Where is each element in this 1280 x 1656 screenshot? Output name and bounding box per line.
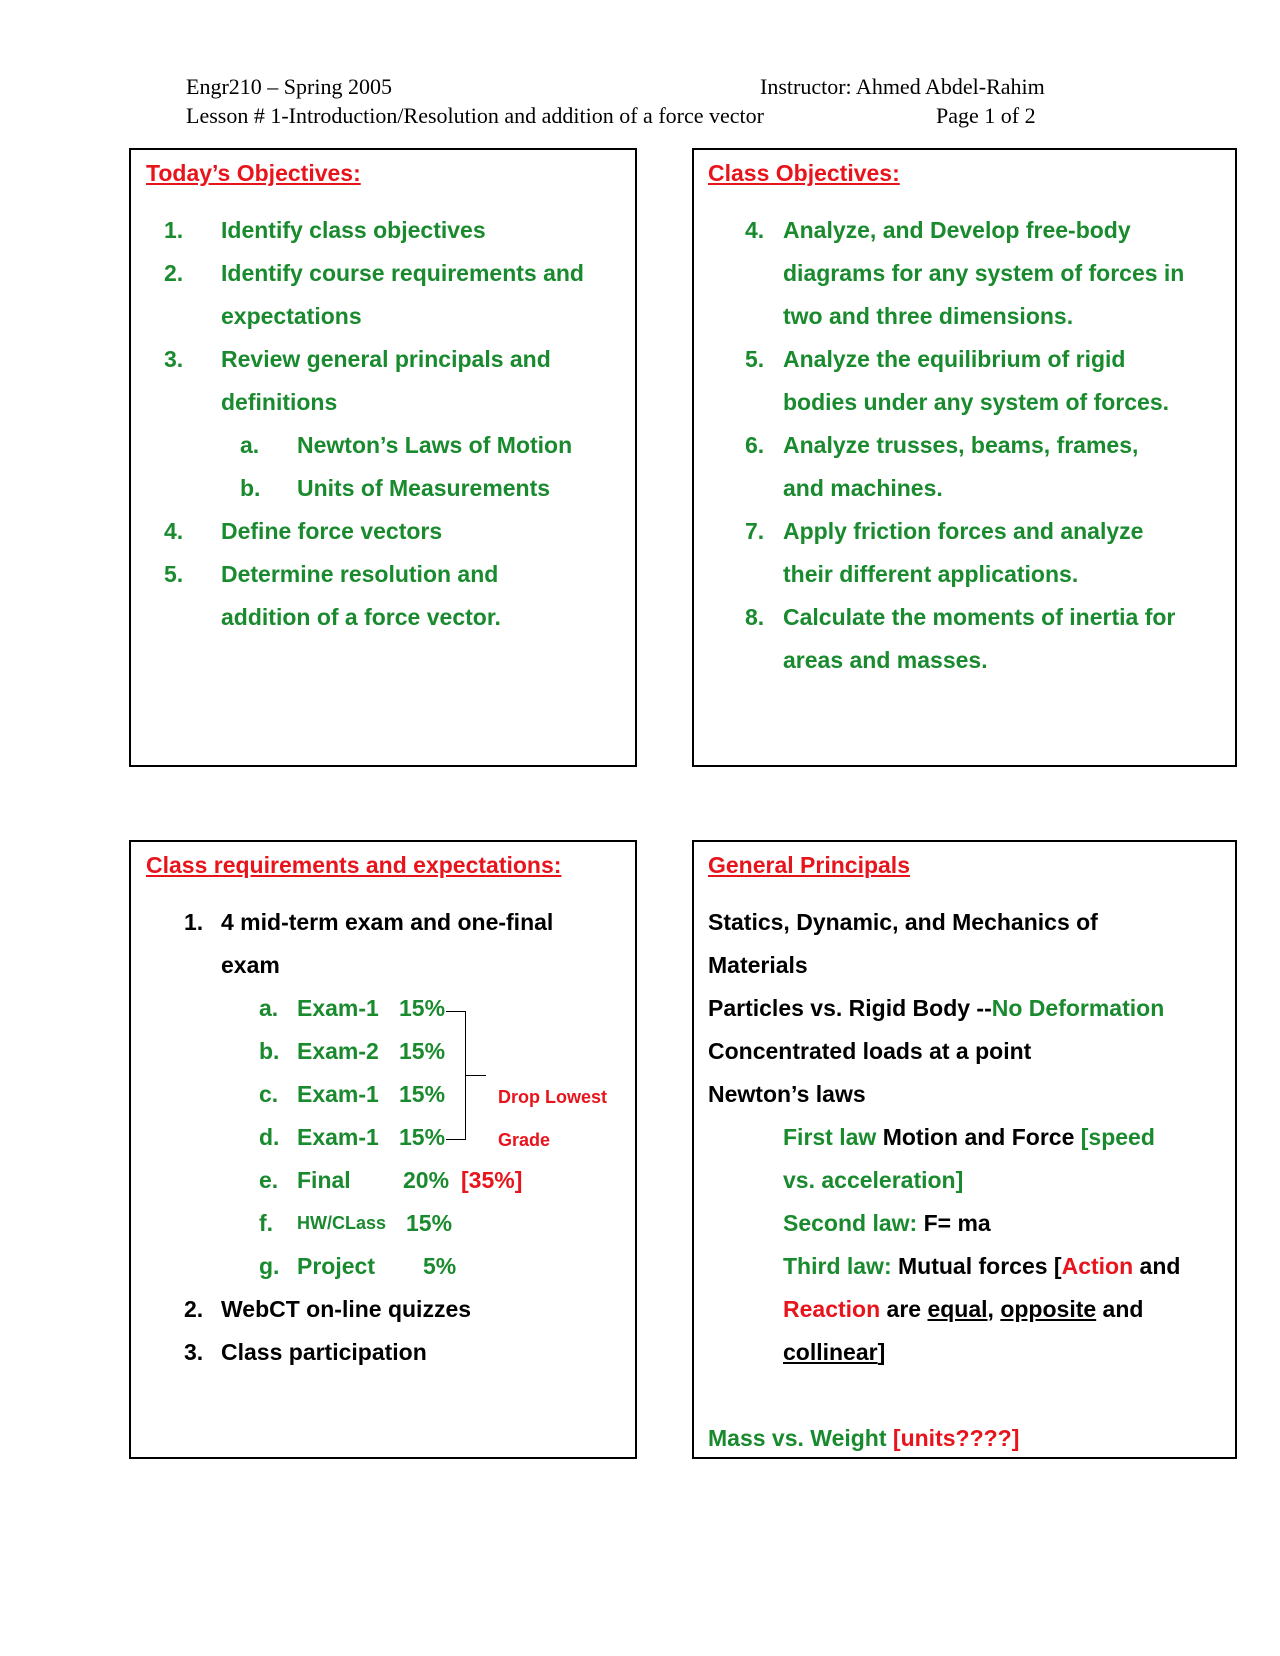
grade-percent: 20% <box>403 1167 450 1193</box>
list-item: Define force vectors <box>221 518 443 544</box>
sublist-letter: a. <box>240 432 260 458</box>
text-segment: collinear <box>783 1339 878 1365</box>
page-number: Page 1 of 2 <box>936 103 1036 128</box>
list-item: 4 mid-term exam and one-final <box>221 909 554 935</box>
class-objectives-title: Class Objectives: <box>708 160 900 186</box>
list-item: Class participation <box>221 1339 427 1365</box>
text-segment: Action <box>1061 1253 1134 1279</box>
grade-letter: c. <box>259 1081 279 1107</box>
list-item: Identify course requirements and <box>221 260 584 286</box>
text-segment: [speed <box>1080 1124 1155 1150</box>
list-number: 3. <box>164 346 184 372</box>
grade-label: Final <box>297 1167 351 1193</box>
text-segment: Particles vs. Rigid Body -- <box>708 995 992 1021</box>
list-number: 6. <box>745 432 765 458</box>
principal-line: Newton’s laws <box>708 1081 866 1107</box>
text-segment: and <box>1096 1296 1144 1322</box>
grade-label: Exam-1 <box>297 995 379 1021</box>
text-segment: ] <box>877 1339 886 1365</box>
list-item: Analyze the equilibrium of rigid <box>783 346 1126 372</box>
list-number: 4. <box>745 217 765 243</box>
text-segment: No Deformation <box>991 995 1165 1021</box>
text-segment: Second law: <box>783 1210 918 1236</box>
grade-percent: 15% <box>399 1038 446 1064</box>
text-segment: are <box>880 1296 928 1322</box>
class-requirements-title: Class requirements and expectations: <box>146 852 562 878</box>
second-law-line <box>783 1209 991 1237</box>
list-number: 2. <box>164 260 184 286</box>
grade-alt-percent: [35%] <box>461 1167 523 1193</box>
grade-label: Exam-2 <box>297 1038 379 1064</box>
list-number: 7. <box>745 518 765 544</box>
sublist-letter: b. <box>240 475 261 501</box>
list-item-continued: expectations <box>221 303 362 329</box>
sublist-item: Newton’s Laws of Motion <box>297 432 573 458</box>
text-segment: equal <box>927 1296 988 1322</box>
principal-line <box>708 994 1164 1022</box>
text-segment: , <box>987 1296 1001 1322</box>
principal-line: Statics, Dynamic, and Mechanics of <box>708 909 1098 935</box>
drop-lowest-bracket <box>446 1011 466 1140</box>
text-segment: Mass vs. Weight <box>708 1425 893 1451</box>
list-number: 2. <box>184 1296 204 1322</box>
grade-letter: g. <box>259 1253 280 1279</box>
list-item-continued: diagrams for any system of forces in <box>783 260 1185 286</box>
text-segment: opposite <box>1000 1296 1097 1322</box>
list-item-continued: their different applications. <box>783 561 1079 587</box>
text-segment: F= ma <box>917 1210 991 1236</box>
grade-letter: f. <box>259 1210 274 1236</box>
list-item: WebCT on-line quizzes <box>221 1296 472 1322</box>
text-segment: Third law: <box>783 1253 892 1279</box>
sublist-item: Units of Measurements <box>297 475 551 501</box>
text-segment: First law <box>783 1124 877 1150</box>
principal-line: Concentrated loads at a point <box>708 1038 1032 1064</box>
grade-letter: e. <box>259 1167 279 1193</box>
first-law-line-continued: vs. acceleration] <box>783 1167 964 1193</box>
list-item-continued: exam <box>221 952 280 978</box>
principal-line: Materials <box>708 952 808 978</box>
grade-label: Exam-1 <box>297 1081 379 1107</box>
grade-percent: 15% <box>399 995 446 1021</box>
grade-label: Project <box>297 1253 375 1279</box>
grade-percent: 15% <box>399 1081 446 1107</box>
list-number: 8. <box>745 604 765 630</box>
list-item: Apply friction forces and analyze <box>783 518 1144 544</box>
list-item: Calculate the moments of inertia for <box>783 604 1176 630</box>
general-principals-title: General Principals <box>708 852 910 878</box>
todays-objectives-title: Today’s Objectives: <box>146 160 361 186</box>
grade-percent: 5% <box>423 1253 457 1279</box>
grade-letter: d. <box>259 1124 280 1150</box>
text-segment: [units????] <box>892 1425 1020 1451</box>
list-number: 5. <box>164 561 184 587</box>
grade-letter: a. <box>259 995 279 1021</box>
drop-lowest-note-continued: Grade <box>498 1130 551 1150</box>
grade-percent: 15% <box>399 1124 446 1150</box>
list-item: Analyze, and Develop free-body <box>783 217 1131 243</box>
third-law-line-continued <box>783 1295 1143 1323</box>
list-number: 1. <box>184 909 204 935</box>
grade-letter: b. <box>259 1038 280 1064</box>
list-item-continued: definitions <box>221 389 338 415</box>
course-label: Engr210 – Spring 2005 <box>186 74 392 99</box>
list-item: Identify class objectives <box>221 217 486 243</box>
grade-label: HW/CLass <box>297 1213 387 1233</box>
first-law-line <box>783 1123 1155 1151</box>
third-law-line <box>783 1252 1180 1280</box>
grade-percent: 15% <box>406 1210 453 1236</box>
grade-label: Exam-1 <box>297 1124 379 1150</box>
list-item: Analyze trusses, beams, frames, <box>783 432 1139 458</box>
list-item-continued: addition of a force vector. <box>221 604 501 630</box>
text-segment: Reaction <box>783 1296 881 1322</box>
list-number: 4. <box>164 518 184 544</box>
list-item-continued: two and three dimensions. <box>783 303 1074 329</box>
drop-lowest-note: Drop Lowest <box>498 1087 608 1107</box>
list-item: Determine resolution and <box>221 561 499 587</box>
list-number: 1. <box>164 217 184 243</box>
list-number: 5. <box>745 346 765 372</box>
instructor-label: Instructor: Ahmed Abdel-Rahim <box>760 74 1045 99</box>
list-number: 3. <box>184 1339 204 1365</box>
mass-weight-line <box>708 1424 1019 1452</box>
list-item-continued: and machines. <box>783 475 943 501</box>
lesson-label: Lesson # 1-Introduction/Resolution and addition of a force vector <box>186 103 764 128</box>
list-item: Review general principals and <box>221 346 551 372</box>
text-segment: Mutual forces [ <box>891 1253 1062 1279</box>
text-segment: Motion and Force <box>876 1124 1081 1150</box>
text-segment: and <box>1133 1253 1181 1279</box>
third-law-line-continued <box>783 1338 885 1366</box>
bracket-tick <box>466 1075 486 1076</box>
list-item-continued: areas and masses. <box>783 647 988 673</box>
list-item-continued: bodies under any system of forces. <box>783 389 1170 415</box>
